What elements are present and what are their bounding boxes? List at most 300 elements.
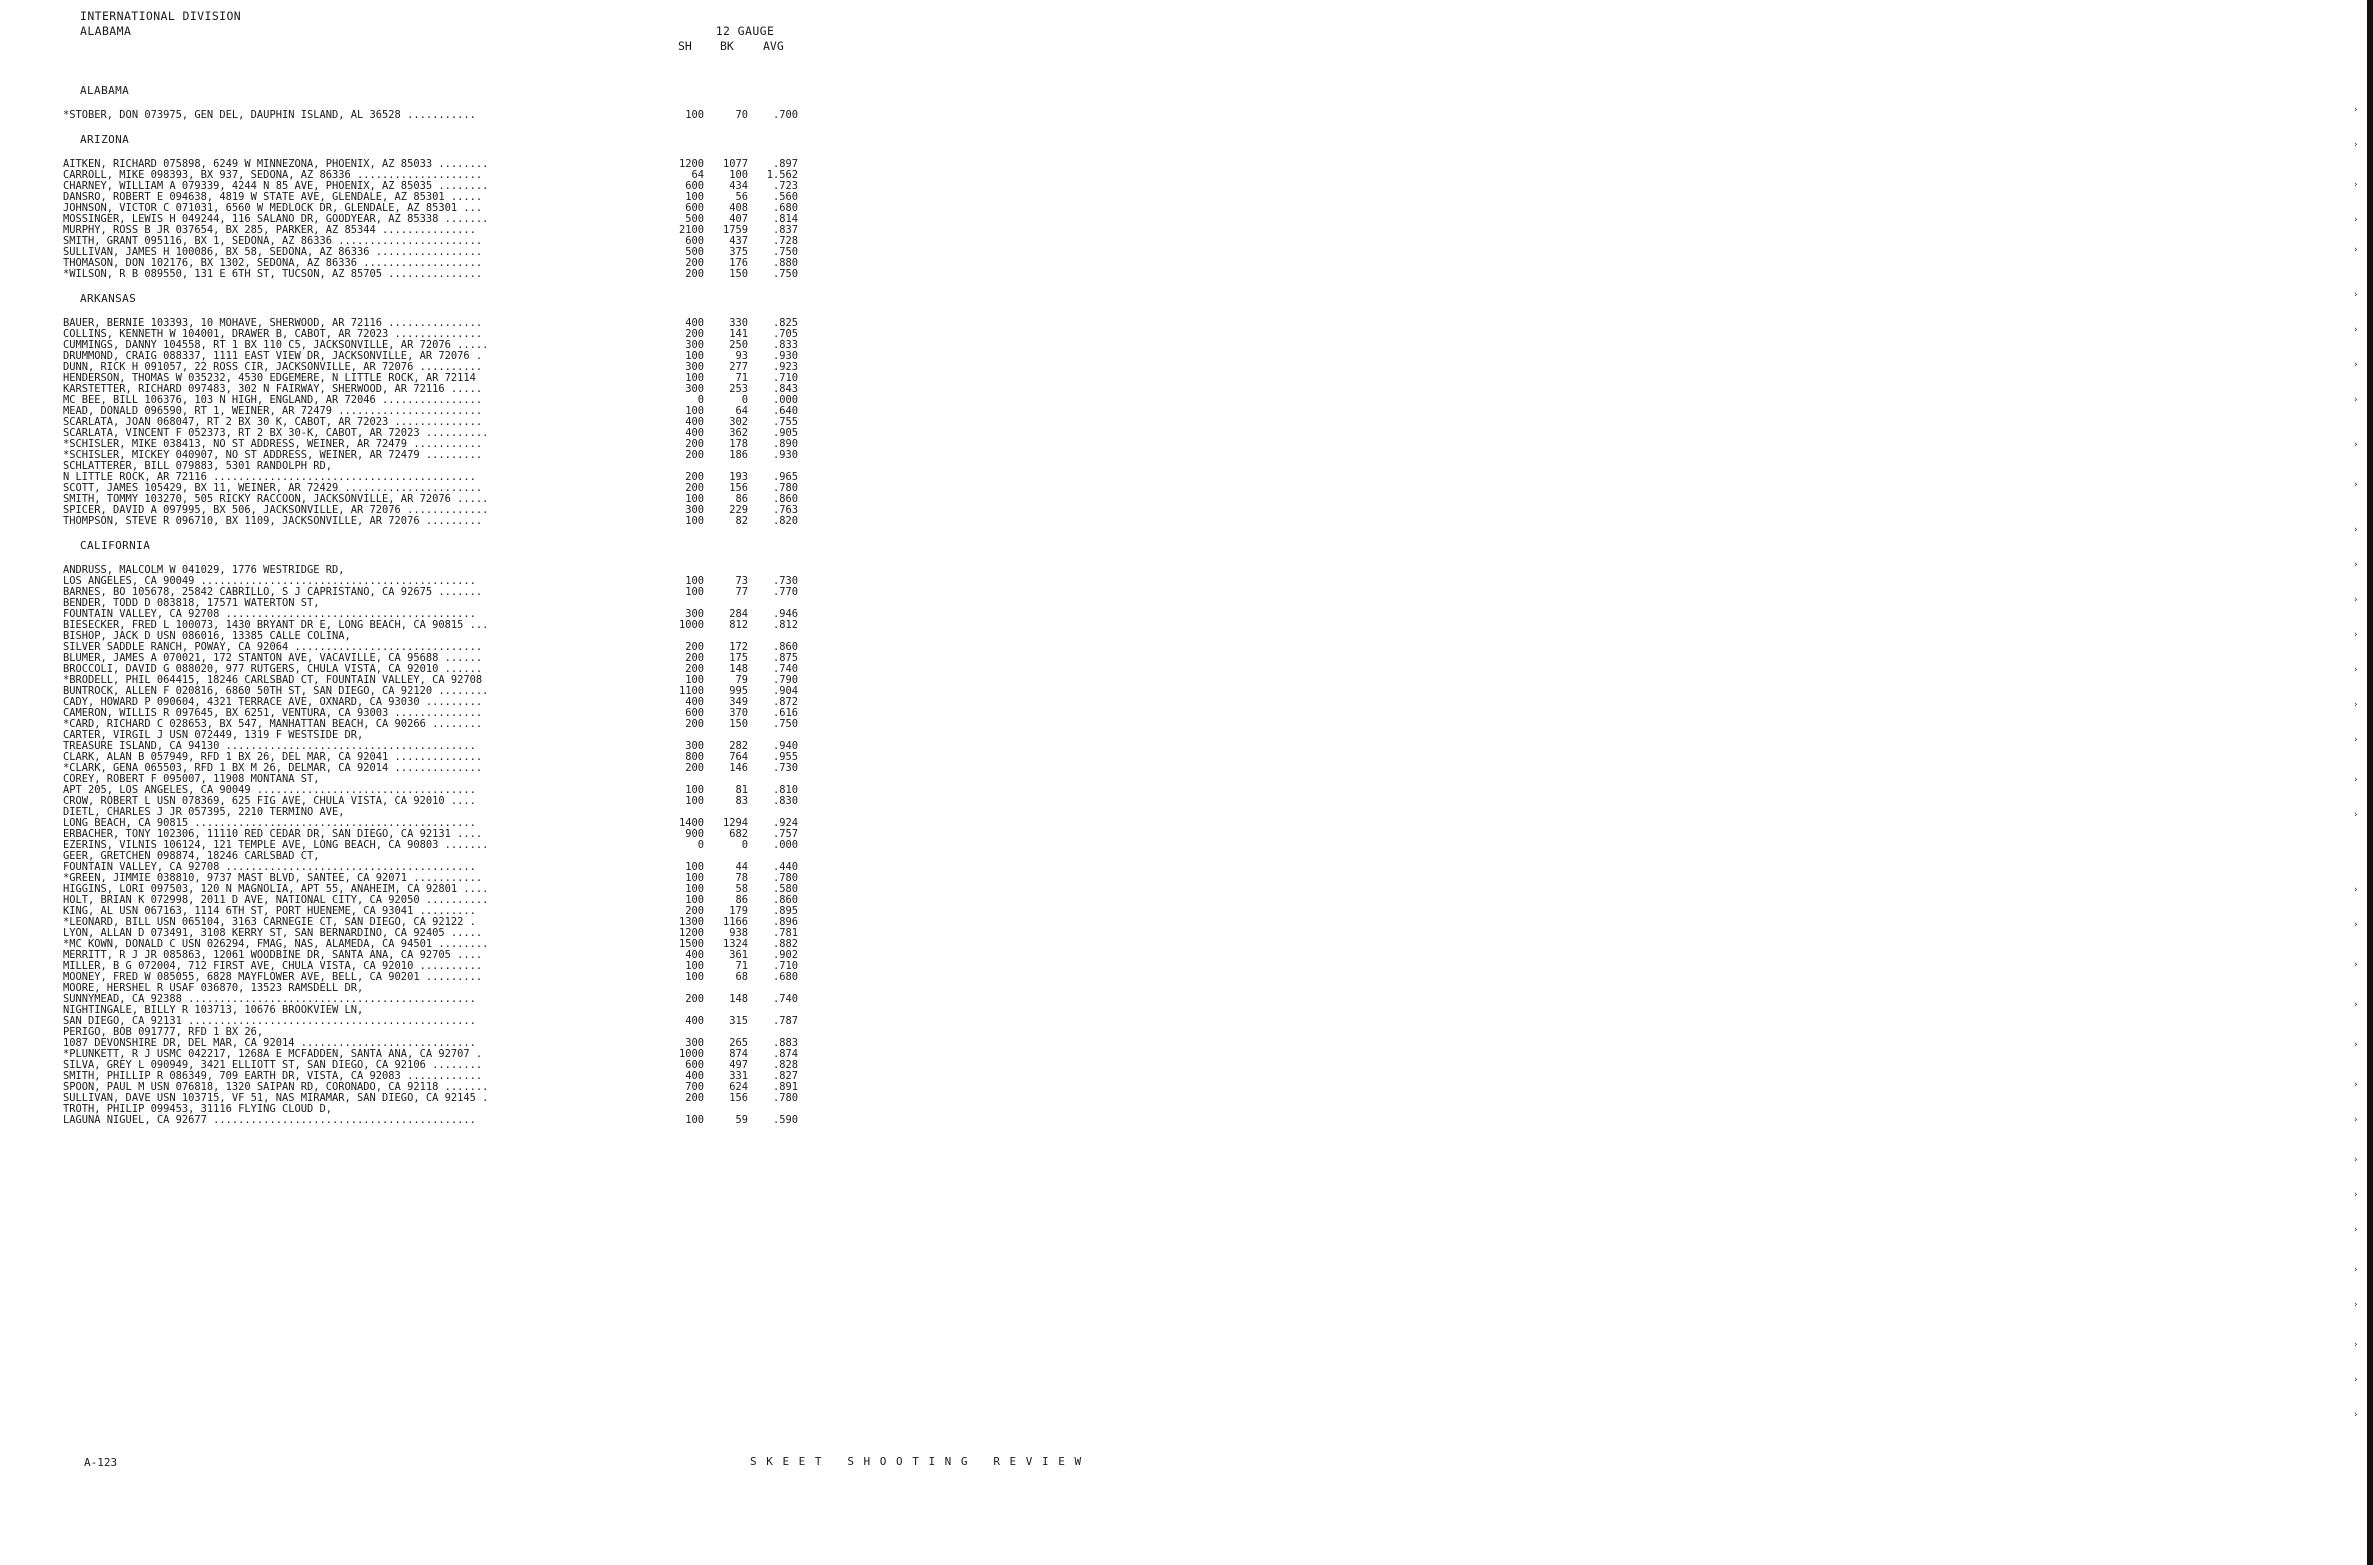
binder-edge xyxy=(2367,0,2373,1565)
shooter-name-address: GEER, GRETCHEN 098874, 18246 CARLSBAD CT, xyxy=(63,850,320,862)
binder-mark: › xyxy=(2353,215,2359,225)
shooter-name-address: CHARNEY, WILLIAM A 079339, 4244 N 85 AVE, PHOENIX, AZ 85035 ........ xyxy=(63,180,489,192)
shot-count: 200 xyxy=(662,329,704,340)
average-value: .616 xyxy=(754,708,798,719)
average-value: .875 xyxy=(754,653,798,664)
broken-count: 79 xyxy=(708,675,748,686)
broken-count: 330 xyxy=(708,318,748,329)
shooter-name-address: *GREEN, JIMMIE 038810, 9737 MAST BLVD, SANTEE, CA 92071 ........... xyxy=(63,872,483,884)
broken-count: 434 xyxy=(708,181,748,192)
shooter-name-address: MERRITT, R J JR 085863, 12061 WOODBINE DR, SANTA ANA, CA 92705 .... xyxy=(63,949,483,961)
shot-count: 600 xyxy=(662,708,704,719)
shooter-name-address: CARTER, VIRGIL J USN 072449, 1319 F WESTSIDE DR, xyxy=(63,729,364,741)
broken-count: 315 xyxy=(708,1016,748,1027)
shooter-name-address: SMITH, TOMMY 103270, 505 RICKY RACCOON, JACKSONVILLE, AR 72076 ..... xyxy=(63,493,489,505)
average-value: .872 xyxy=(754,697,798,708)
binder-mark: › xyxy=(2353,1375,2359,1385)
broken-count: 277 xyxy=(708,362,748,373)
section-title: ALABAMA xyxy=(80,84,130,97)
shooter-name-address: ANDRUSS, MALCOLM W 041029, 1776 WESTRIDGE RD, xyxy=(63,564,345,576)
shooter-name-address: THOMASON, DON 102176, BX 1302, SEDONA, AZ 86336 ................... xyxy=(63,257,483,269)
binder-mark: › xyxy=(2353,180,2359,190)
binder-margin xyxy=(1173,0,2359,1565)
column-avg: AVG xyxy=(763,39,784,53)
shooter-name-address: THOMPSON, STEVE R 096710, BX 1109, JACKSONVILLE, AR 72076 ......... xyxy=(63,515,483,527)
shot-count: 1200 xyxy=(662,928,704,939)
shooter-name-address: FOUNTAIN VALLEY, CA 92708 ........................................ xyxy=(63,861,476,873)
shot-count: 200 xyxy=(662,472,704,483)
broken-count: 44 xyxy=(708,862,748,873)
shooter-name-address: BLUMER, JAMES A 070021, 172 STANTON AVE, VACAVILLE, CA 95688 ...... xyxy=(63,652,483,664)
shooter-name-address: AITKEN, RICHARD 075898, 6249 W MINNEZONA, PHOENIX, AZ 85033 ........ xyxy=(63,158,489,170)
section-title: ARIZONA xyxy=(80,133,130,146)
broken-count: 265 xyxy=(708,1038,748,1049)
shooter-name-address: *SCHISLER, MICKEY 040907, NO ST ADDRESS, WEINER, AR 72479 ......... xyxy=(63,449,483,461)
broken-count: 150 xyxy=(708,719,748,730)
broken-count: 229 xyxy=(708,505,748,516)
average-value: .750 xyxy=(754,247,798,258)
binder-mark: › xyxy=(2353,1225,2359,1235)
binder-mark: › xyxy=(2353,245,2359,255)
shooter-name-address: HENDERSON, THOMAS W 035232, 4530 EDGEMERE, N LITTLE ROCK, AR 72114 xyxy=(63,372,476,384)
binder-mark: › xyxy=(2353,810,2359,820)
shooter-name-address: TROTH, PHILIP 099453, 31116 FLYING CLOUD D, xyxy=(63,1103,332,1115)
shot-count: 64 xyxy=(662,170,704,181)
shot-count: 100 xyxy=(662,862,704,873)
shot-count: 1300 xyxy=(662,917,704,928)
shooter-name-address: CAMERON, WILLIS R 097645, BX 6251, VENTURA, CA 93003 .............. xyxy=(63,707,483,719)
shooter-name-address: SCHLATTERER, BILL 079883, 5301 RANDOLPH RD, xyxy=(63,460,332,472)
shot-count: 100 xyxy=(662,1115,704,1126)
shot-count: 300 xyxy=(662,741,704,752)
shooter-name-address: *STOBER, DON 073975, GEN DEL, DAUPHIN ISLAND, AL 36528 ........... xyxy=(63,109,476,121)
shooter-name-address: CADY, HOWARD P 090604, 4321 TERRACE AVE, OXNARD, CA 93030 ......... xyxy=(63,696,483,708)
binder-mark: › xyxy=(2353,290,2359,300)
shooter-name-address: CROW, ROBERT L USN 078369, 625 FIG AVE, CHULA VISTA, CA 92010 .... xyxy=(63,795,476,807)
shooter-name-address: SCARLATA, VINCENT F 052373, RT 2 BX 30-K, CABOT, AR 72023 .......... xyxy=(63,427,489,439)
shooter-name-address: MURPHY, ROSS B JR 037654, BX 285, PARKER, AZ 85344 ............... xyxy=(63,224,476,236)
average-value: .781 xyxy=(754,928,798,939)
shot-count: 1400 xyxy=(662,818,704,829)
shot-count: 500 xyxy=(662,214,704,225)
shot-count: 400 xyxy=(662,950,704,961)
broken-count: 331 xyxy=(708,1071,748,1082)
average-value: .924 xyxy=(754,818,798,829)
broken-count: 70 xyxy=(708,110,748,121)
shooter-name-address: PERIGO, BOB 091777, RFD 1 BX 26, xyxy=(63,1026,264,1038)
shooter-name-address: BIESECKER, FRED L 100073, 1430 BRYANT DR E, LONG BEACH, CA 90815 ... xyxy=(63,619,489,631)
average-value: .902 xyxy=(754,950,798,961)
broken-count: 82 xyxy=(708,516,748,527)
shooter-name-address: CUMMINGS, DANNY 104558, RT 1 BX 110 C5, JACKSONVILLE, AR 72076 ..... xyxy=(63,339,489,351)
shot-count: 100 xyxy=(662,785,704,796)
shooter-name-address: HOLT, BRIAN K 072998, 2011 D AVE, NATIONAL CITY, CA 92050 .......... xyxy=(63,894,489,906)
shooter-name-address: *PLUNKETT, R J USMC 042217, 1268A E MCFADDEN, SANTA ANA, CA 92707 . xyxy=(63,1048,483,1060)
broken-count: 78 xyxy=(708,873,748,884)
shot-count: 0 xyxy=(662,395,704,406)
binder-mark: › xyxy=(2353,525,2359,535)
shooter-name-address: CLARK, ALAN B 057949, RFD 1 BX 26, DEL MAR, CA 92041 .............. xyxy=(63,751,483,763)
shot-count: 100 xyxy=(662,576,704,587)
broken-count: 1324 xyxy=(708,939,748,950)
shooter-name-address: SMITH, GRANT 095116, BX 1, SEDONA, AZ 86336 ....................... xyxy=(63,235,483,247)
broken-count: 172 xyxy=(708,642,748,653)
broken-count: 56 xyxy=(708,192,748,203)
shooter-name-address: SAN DIEGO, CA 92131 .............................................. xyxy=(63,1015,476,1027)
average-value: .680 xyxy=(754,203,798,214)
broken-count: 156 xyxy=(708,1093,748,1104)
average-value: .890 xyxy=(754,439,798,450)
shot-count: 200 xyxy=(662,994,704,1005)
binder-mark: › xyxy=(2353,325,2359,335)
average-value: .965 xyxy=(754,472,798,483)
shot-count: 100 xyxy=(662,895,704,906)
average-value: .897 xyxy=(754,159,798,170)
binder-mark: › xyxy=(2353,735,2359,745)
binder-mark: › xyxy=(2353,140,2359,150)
binder-mark: › xyxy=(2353,700,2359,710)
average-value: .790 xyxy=(754,675,798,686)
shot-count: 600 xyxy=(662,181,704,192)
average-value: .820 xyxy=(754,516,798,527)
shot-count: 1100 xyxy=(662,686,704,697)
shooter-name-address: LOS ANGELES, CA 90049 ............................................ xyxy=(63,575,476,587)
broken-count: 148 xyxy=(708,664,748,675)
shot-count: 400 xyxy=(662,1016,704,1027)
shot-count: 300 xyxy=(662,340,704,351)
shot-count: 200 xyxy=(662,719,704,730)
average-value: .740 xyxy=(754,994,798,1005)
shot-count: 500 xyxy=(662,247,704,258)
shooter-name-address: BAUER, BERNIE 103393, 10 MOHAVE, SHERWOOD, AR 72116 ............... xyxy=(63,317,483,329)
shooter-name-address: BROCCOLI, DAVID G 088020, 977 RUTGERS, CHULA VISTA, CA 92010 ...... xyxy=(63,663,483,675)
division-heading: INTERNATIONAL DIVISION xyxy=(80,9,242,23)
shot-count: 1200 xyxy=(662,159,704,170)
average-value: .843 xyxy=(754,384,798,395)
shooter-name-address: SMITH, PHILLIP R 086349, 709 EARTH DR, VISTA, CA 92083 ............ xyxy=(63,1070,483,1082)
shot-count: 200 xyxy=(662,450,704,461)
broken-count: 1759 xyxy=(708,225,748,236)
average-value: .590 xyxy=(754,1115,798,1126)
shot-count: 200 xyxy=(662,906,704,917)
shot-count: 100 xyxy=(662,516,704,527)
shooter-name-address: MOSSINGER, LEWIS H 049244, 116 SALANO DR, GOODYEAR, AZ 85338 ....... xyxy=(63,213,489,225)
shot-count: 100 xyxy=(662,972,704,983)
average-value: .728 xyxy=(754,236,798,247)
publication-name: SKEET SHOOTING REVIEW xyxy=(750,1455,1091,1468)
shot-count: 100 xyxy=(662,961,704,972)
average-value: .640 xyxy=(754,406,798,417)
average-value: .860 xyxy=(754,895,798,906)
average-value: .946 xyxy=(754,609,798,620)
binder-mark: › xyxy=(2353,1265,2359,1275)
average-value: .780 xyxy=(754,1093,798,1104)
shooter-name-address: KARSTETTER, RICHARD 097483, 302 N FAIRWAY, SHERWOOD, AR 72116 ..... xyxy=(63,383,483,395)
broken-count: 1077 xyxy=(708,159,748,170)
binder-mark: › xyxy=(2353,1080,2359,1090)
shot-count: 100 xyxy=(662,884,704,895)
shooter-entry xyxy=(63,110,803,121)
broken-count: 175 xyxy=(708,653,748,664)
shooter-name-address: MILLER, B G 072004, 712 FIRST AVE, CHULA VISTA, CA 92010 .......... xyxy=(63,960,483,972)
shot-count: 100 xyxy=(662,675,704,686)
shooter-name-address: *LEONARD, BILL USN 065104, 3163 CARNEGIE CT, SAN DIEGO, CA 92122 . xyxy=(63,916,476,928)
broken-count: 58 xyxy=(708,884,748,895)
broken-count: 812 xyxy=(708,620,748,631)
binder-mark: › xyxy=(2353,1115,2359,1125)
broken-count: 284 xyxy=(708,609,748,620)
average-value: .757 xyxy=(754,829,798,840)
average-value: .904 xyxy=(754,686,798,697)
average-value: .940 xyxy=(754,741,798,752)
broken-count: 0 xyxy=(708,395,748,406)
shot-count: 100 xyxy=(662,192,704,203)
broken-count: 73 xyxy=(708,576,748,587)
average-value: .930 xyxy=(754,351,798,362)
broken-count: 176 xyxy=(708,258,748,269)
shot-count: 200 xyxy=(662,653,704,664)
shot-count: 0 xyxy=(662,840,704,851)
binder-mark: › xyxy=(2353,1190,2359,1200)
broken-count: 100 xyxy=(708,170,748,181)
shooter-name-address: N LITTLE ROCK, AR 72116 .......................................... xyxy=(63,471,476,483)
broken-count: 71 xyxy=(708,961,748,972)
average-value: .750 xyxy=(754,269,798,280)
shooter-name-address: SCOTT, JAMES 105429, BX 11, WEINER, AR 72429 ...................... xyxy=(63,482,483,494)
broken-count: 282 xyxy=(708,741,748,752)
broken-count: 497 xyxy=(708,1060,748,1071)
average-value: .560 xyxy=(754,192,798,203)
average-value: .705 xyxy=(754,329,798,340)
shooter-name-address: HIGGINS, LORI 097503, 120 N MAGNOLIA, APT 55, ANAHEIM, CA 92801 .... xyxy=(63,883,489,895)
broken-count: 150 xyxy=(708,269,748,280)
broken-count: 178 xyxy=(708,439,748,450)
shooter-entry xyxy=(63,1115,803,1126)
shooter-name-address: SPOON, PAUL M USN 076818, 1320 SAIPAN RD, CORONADO, CA 92118 ....... xyxy=(63,1081,489,1093)
shot-count: 200 xyxy=(662,1093,704,1104)
shooter-name-address: 1087 DEVONSHIRE DR, DEL MAR, CA 92014 ............................ xyxy=(63,1037,476,1049)
average-value: .880 xyxy=(754,258,798,269)
average-value: .755 xyxy=(754,417,798,428)
shooter-name-address: NIGHTINGALE, BILLY R 103713, 10676 BROOKVIEW LN, xyxy=(63,1004,364,1016)
binder-mark: › xyxy=(2353,1410,2359,1420)
broken-count: 186 xyxy=(708,450,748,461)
average-value: .787 xyxy=(754,1016,798,1027)
shot-count: 200 xyxy=(662,642,704,653)
shooter-name-address: BUNTROCK, ALLEN F 020816, 6860 50TH ST, SAN DIEGO, CA 92120 ........ xyxy=(63,685,489,697)
shooter-name-address: SUNNYMEAD, CA 92388 .............................................. xyxy=(63,993,476,1005)
shot-count: 400 xyxy=(662,417,704,428)
average-value: .825 xyxy=(754,318,798,329)
average-value: .827 xyxy=(754,1071,798,1082)
shooter-name-address: *MC KOWN, DONALD C USN 026294, FMAG, NAS, ALAMEDA, CA 94501 ........ xyxy=(63,938,489,950)
broken-count: 253 xyxy=(708,384,748,395)
shooter-entry xyxy=(63,516,803,527)
shooter-name-address: MEAD, DONALD 096590, RT 1, WEINER, AR 72479 ....................... xyxy=(63,405,483,417)
broken-count: 349 xyxy=(708,697,748,708)
shooter-name-address: LONG BEACH, CA 90815 ............................................. xyxy=(63,817,476,829)
broken-count: 361 xyxy=(708,950,748,961)
shooter-name-address: ERBACHER, TONY 102306, 11110 RED CEDAR DR, SAN DIEGO, CA 92131 .... xyxy=(63,828,483,840)
broken-count: 146 xyxy=(708,763,748,774)
shot-count: 100 xyxy=(662,351,704,362)
broken-count: 250 xyxy=(708,340,748,351)
broken-count: 362 xyxy=(708,428,748,439)
average-value: .780 xyxy=(754,873,798,884)
broken-count: 302 xyxy=(708,417,748,428)
shooter-name-address: KING, AL USN 067163, 1114 6TH ST, PORT HUENEME, CA 93041 ......... xyxy=(63,905,476,917)
shot-count: 2100 xyxy=(662,225,704,236)
average-value: .814 xyxy=(754,214,798,225)
shot-count: 600 xyxy=(662,203,704,214)
shooter-name-address: *CLARK, GENA 065503, RFD 1 BX M 26, DELMAR, CA 92014 .............. xyxy=(63,762,483,774)
binder-mark: › xyxy=(2353,665,2359,675)
average-value: .837 xyxy=(754,225,798,236)
section-title: CALIFORNIA xyxy=(80,539,151,552)
broken-count: 86 xyxy=(708,494,748,505)
broken-count: 193 xyxy=(708,472,748,483)
gauge-heading: 12 GAUGE xyxy=(715,24,775,38)
average-value: .905 xyxy=(754,428,798,439)
binder-mark: › xyxy=(2353,1155,2359,1165)
binder-mark: › xyxy=(2353,1000,2359,1010)
shot-count: 100 xyxy=(662,873,704,884)
shooter-name-address: LYON, ALLAN D 073491, 3108 KERRY ST, SAN BERNARDINO, CA 92405 ..... xyxy=(63,927,483,939)
broken-count: 874 xyxy=(708,1049,748,1060)
shooter-name-address: SILVER SADDLE RANCH, POWAY, CA 92064 .............................. xyxy=(63,641,483,653)
broken-count: 995 xyxy=(708,686,748,697)
broken-count: 59 xyxy=(708,1115,748,1126)
shooter-name-address: *CARD, RICHARD C 028653, BX 547, MANHATTAN BEACH, CA 90266 ........ xyxy=(63,718,483,730)
shooter-name-address: SULLIVAN, DAVE USN 103715, VF 51, NAS MIRAMAR, SAN DIEGO, CA 92145 . xyxy=(63,1092,489,1104)
shooter-name-address: JOHNSON, VICTOR C 071031, 6560 W MEDLOCK DR, GLENDALE, AZ 85301 ... xyxy=(63,202,483,214)
binder-mark: › xyxy=(2353,595,2359,605)
roster-list xyxy=(63,84,803,1126)
average-value: .833 xyxy=(754,340,798,351)
average-value: .730 xyxy=(754,763,798,774)
binder-mark: › xyxy=(2353,1300,2359,1310)
average-value: .580 xyxy=(754,884,798,895)
shooter-name-address: SCARLATA, JOAN 068047, RT 2 BX 30 K, CABOT, AR 72023 .............. xyxy=(63,416,483,428)
average-value: .810 xyxy=(754,785,798,796)
shot-count: 100 xyxy=(662,494,704,505)
shot-count: 100 xyxy=(662,587,704,598)
state-heading: ALABAMA xyxy=(80,24,132,38)
average-value: .763 xyxy=(754,505,798,516)
shooter-name-address: TREASURE ISLAND, CA 94130 ........................................ xyxy=(63,740,476,752)
shot-count: 100 xyxy=(662,373,704,384)
broken-count: 68 xyxy=(708,972,748,983)
shot-count: 100 xyxy=(662,406,704,417)
average-value: .955 xyxy=(754,752,798,763)
shot-count: 400 xyxy=(662,318,704,329)
binder-mark: › xyxy=(2353,1340,2359,1350)
average-value: .860 xyxy=(754,642,798,653)
shot-count: 200 xyxy=(662,439,704,450)
column-sh: SH xyxy=(678,39,692,53)
shooter-name-address: MC BEE, BILL 106376, 103 N HIGH, ENGLAND, AR 72046 ................ xyxy=(63,394,483,406)
shot-count: 600 xyxy=(662,236,704,247)
broken-count: 64 xyxy=(708,406,748,417)
shot-count: 400 xyxy=(662,428,704,439)
shooter-name-address: BENDER, TODD D 083818, 17571 WATERTON ST, xyxy=(63,597,320,609)
shot-count: 800 xyxy=(662,752,704,763)
shooter-name-address: *WILSON, R B 089550, 131 E 6TH ST, TUCSON, AZ 85705 ............... xyxy=(63,268,483,280)
binder-mark: › xyxy=(2353,360,2359,370)
column-bk: BK xyxy=(720,39,734,53)
shooter-name-address: BISHOP, JACK D USN 086016, 13385 CALLE COLINA, xyxy=(63,630,351,642)
shooter-entry xyxy=(63,269,803,280)
average-value: .930 xyxy=(754,450,798,461)
broken-count: 407 xyxy=(708,214,748,225)
shot-count: 1000 xyxy=(662,1049,704,1060)
average-value: .780 xyxy=(754,483,798,494)
shot-count: 100 xyxy=(662,110,704,121)
binder-mark: › xyxy=(2353,960,2359,970)
broken-count: 0 xyxy=(708,840,748,851)
shot-count: 200 xyxy=(662,258,704,269)
shot-count: 200 xyxy=(662,664,704,675)
binder-mark: › xyxy=(2353,920,2359,930)
binder-mark: › xyxy=(2353,885,2359,895)
broken-count: 83 xyxy=(708,796,748,807)
broken-count: 141 xyxy=(708,329,748,340)
broken-count: 1294 xyxy=(708,818,748,829)
average-value: .000 xyxy=(754,840,798,851)
shot-count: 200 xyxy=(662,763,704,774)
binder-mark: › xyxy=(2353,480,2359,490)
shot-count: 1500 xyxy=(662,939,704,950)
broken-count: 71 xyxy=(708,373,748,384)
broken-count: 375 xyxy=(708,247,748,258)
binder-mark: › xyxy=(2353,440,2359,450)
average-value: .874 xyxy=(754,1049,798,1060)
broken-count: 370 xyxy=(708,708,748,719)
average-value: .730 xyxy=(754,576,798,587)
shooter-name-address: SPICER, DAVID A 097995, BX 506, JACKSONVILLE, AR 72076 ............. xyxy=(63,504,489,516)
shot-count: 900 xyxy=(662,829,704,840)
broken-count: 86 xyxy=(708,895,748,906)
broken-count: 437 xyxy=(708,236,748,247)
broken-count: 81 xyxy=(708,785,748,796)
average-value: .000 xyxy=(754,395,798,406)
shooter-name-address: DRUMMOND, CRAIG 088337, 1111 EAST VIEW DR, JACKSONVILLE, AR 72076 . xyxy=(63,350,483,362)
average-value: .750 xyxy=(754,719,798,730)
broken-count: 938 xyxy=(708,928,748,939)
average-value: .896 xyxy=(754,917,798,928)
broken-count: 179 xyxy=(708,906,748,917)
broken-count: 156 xyxy=(708,483,748,494)
shooter-name-address: COREY, ROBERT F 095007, 11908 MONTANA ST, xyxy=(63,773,320,785)
broken-count: 1166 xyxy=(708,917,748,928)
average-value: .710 xyxy=(754,961,798,972)
binder-mark: › xyxy=(2353,630,2359,640)
shot-count: 300 xyxy=(662,505,704,516)
average-value: .830 xyxy=(754,796,798,807)
shot-count: 300 xyxy=(662,609,704,620)
shooter-name-address: LAGUNA NIGUEL, CA 92677 .......................................... xyxy=(63,1114,476,1126)
average-value: .740 xyxy=(754,664,798,675)
shooter-name-address: CARROLL, MIKE 098393, BX 937, SEDONA, AZ 86336 .................... xyxy=(63,169,483,181)
broken-count: 77 xyxy=(708,587,748,598)
binder-mark: › xyxy=(2353,560,2359,570)
shot-count: 700 xyxy=(662,1082,704,1093)
average-value: 1.562 xyxy=(754,170,798,181)
shooter-name-address: *BRODELL, PHIL 064415, 18246 CARLSBAD CT, FOUNTAIN VALLEY, CA 92708 xyxy=(63,674,483,686)
shooter-name-address: EZERINS, VILNIS 106124, 121 TEMPLE AVE, LONG BEACH, CA 90803 ....... xyxy=(63,839,489,851)
broken-count: 682 xyxy=(708,829,748,840)
shooter-name-address: *SCHISLER, MIKE 038413, NO ST ADDRESS, WEINER, AR 72479 ........... xyxy=(63,438,483,450)
